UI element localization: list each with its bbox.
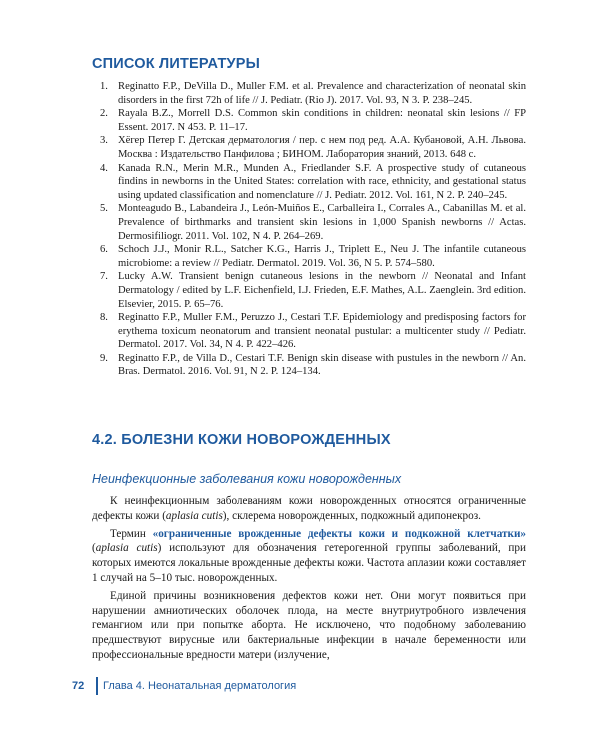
highlighted-term: «ограниченные врожденные дефекты кожи и подкожной клетчатки» bbox=[152, 527, 526, 540]
reference-item bbox=[94, 352, 526, 379]
reference-text: Reginatto F.P., Muller F.M., Peruzzo J., Cestari T.F. Epidemiology and predisposing factors for erythema toxicum neonatorum and transient neonatal pustular: a multicenter study // Pediatr. Dermatol. 2017. Vol. 34, N 4. P. 422–426. bbox=[118, 312, 526, 351]
paragraph-text: Термин bbox=[110, 527, 153, 540]
references-list bbox=[94, 80, 526, 379]
reference-text: Kanada R.N., Merin M.R., Munden A., Friedlander S.F. A prospective study of cutaneous findins in newborns in the United States: correlation with race, ethnicity, and gestational status using updated classification and nomenclature // J. Pediatr. 2012. Vol. 161, N 2. P. 240–245. bbox=[118, 162, 526, 201]
paragraph-text: ) используют для обозначения гетерогенной группы заболеваний, при которых имеются локальные врожденные дефекты кожи. Частота аплазии кожи составляет 1 случай на 5–10 тыс. новорожденных. bbox=[92, 542, 527, 584]
reference-item bbox=[94, 134, 526, 161]
reference-number: 6. bbox=[100, 244, 108, 256]
latin-term: aplasia cutis bbox=[95, 542, 158, 555]
reference-text: Reginatto F.P., de Villa D., Cestari T.F. Benign skin disease with pustules in the newborn // An. Bras. Dermatol. 2016. Vol. 91, N 2. P. 124–134. bbox=[118, 352, 526, 378]
reference-item bbox=[94, 311, 526, 352]
reference-text: Schoch J.J., Monir R.L., Satcher K.G., Harris J., Triplett E., Neu J. The infantile cutaneous microbiome: a review // Pediatr. Dermatol. 2019. Vol. 36, N 5. P. 574–580. bbox=[118, 244, 526, 269]
paragraph-text: К неинфекционным заболеваниям кожи новорожденных относятся ограниченные дефекты кожи ( bbox=[92, 495, 526, 522]
reference-number: 5. bbox=[100, 203, 108, 215]
reference-item bbox=[94, 107, 526, 134]
reference-number: 8. bbox=[100, 312, 108, 324]
reference-item bbox=[94, 270, 526, 311]
body-text bbox=[92, 494, 526, 666]
reference-text: Rayala B.Z., Morrell D.S. Common skin conditions in children: neonatal skin lesions // FP Essent. 2017. N 453. P. 11–17. bbox=[118, 108, 526, 133]
reference-item bbox=[94, 162, 526, 203]
references-heading: СПИСОК ЛИТЕРАТУРЫ bbox=[92, 56, 260, 72]
reference-number: 9. bbox=[100, 352, 108, 364]
reference-number: 3. bbox=[100, 135, 108, 147]
reference-number: 4. bbox=[100, 162, 108, 174]
latin-term: aplasia cutis bbox=[165, 509, 223, 522]
reference-text: Monteagudo B., Labandeira J., León-Muiños E., Carballeira I., Corrales A., Cabanillas M. et al. Prevalence of birthmarks and transient skin lesions in 1,000 Spanish newborns // Actas. Dermosifiliogr. 2011. Vol. 102, N 4. P. 264–269. bbox=[118, 203, 526, 242]
page-number: 72 bbox=[72, 680, 85, 692]
footer-divider bbox=[96, 677, 98, 695]
paragraph bbox=[92, 527, 526, 586]
reference-number: 7. bbox=[100, 271, 108, 283]
paragraph bbox=[92, 589, 526, 663]
paragraph-text: ), склерема новорожденных, подкожный адипонекроз. bbox=[222, 509, 481, 522]
paragraph-text: ( bbox=[92, 542, 96, 555]
reference-item bbox=[94, 80, 526, 107]
subsection-heading: Неинфекционные заболевания кожи новорожденных bbox=[92, 472, 402, 486]
paragraph bbox=[92, 494, 526, 524]
reference-text: Reginatto F.P., DeVilla D., Muller F.M. et al. Prevalence and characterization of neonatal skin disorders in the first 72h of life // J. Pediatr. (Rio J). 2017. Vol. 93, N 3. P. 238–245. bbox=[118, 81, 526, 106]
reference-number: 1. bbox=[100, 81, 108, 92]
chapter-title: Глава 4. Неонатальная дерматология bbox=[103, 680, 297, 692]
reference-text: Lucky A.W. Transient benign cutaneous lesions in the newborn // Neonatal and Infant Dermatology / edited by L.F. Eichenfield, I.J. Frieden, E.F. Mathes, A.L. Zaenglein. 3rd edition. Elsevier, 2015. P. 65–76. bbox=[118, 271, 526, 310]
reference-text: Хёгер Петер Г. Детская дерматология / пер. с нем под ред. А.А. Кубановой, А.Н. Львова. Москва : Издательство Панфилова ; БИНОМ. Лаборатория знаний, 2013. 648 с. bbox=[118, 135, 526, 160]
paragraph-text: Единой причины возникновения дефектов кожи нет. Они могут появиться при нарушении амниотических оболочек плода, на месте внутриутробного извлечения гемангиом или при попытке аборта. Не исключено, что подобному заболеванию предшествуют вирусные или бактериальные инфекции в начале беременности или профессиональные вредности матери (излучение, bbox=[92, 589, 526, 661]
reference-item bbox=[94, 243, 526, 270]
section-heading: 4.2. БОЛЕЗНИ КОЖИ НОВОРОЖДЕННЫХ bbox=[92, 432, 391, 448]
reference-number: 2. bbox=[100, 108, 108, 120]
reference-item bbox=[94, 202, 526, 243]
